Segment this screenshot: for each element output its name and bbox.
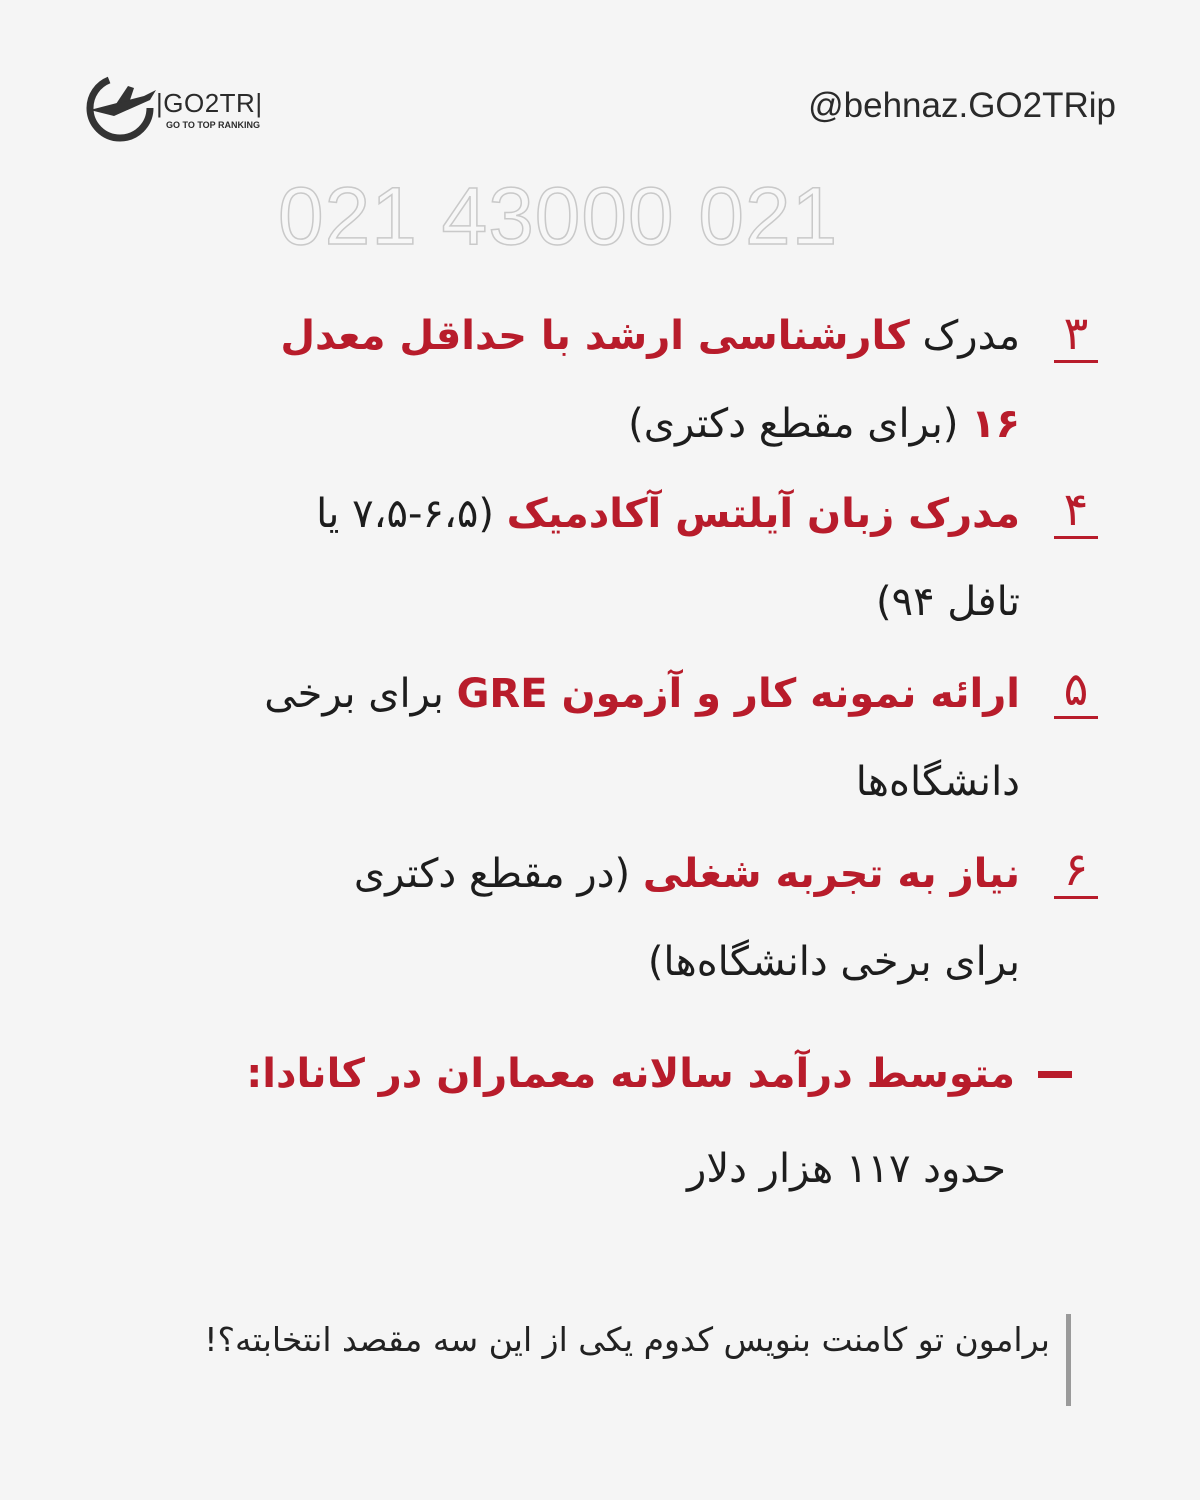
quote-bar xyxy=(1066,1314,1071,1406)
list-item xyxy=(120,292,1020,468)
item-number-4: ۴ xyxy=(1054,482,1098,539)
item-line-2: تافل ۹۴) xyxy=(875,579,1020,625)
item-highlight: ارائه نمونه کار و آزمون GRE xyxy=(456,671,1020,717)
item-line-1 xyxy=(120,830,1020,918)
logo-wordmark: |GO2TR| xyxy=(156,88,263,118)
item-plain-text: (۶،۵-۷،۵ یا xyxy=(316,491,507,537)
item-highlight-2: ۱۶ xyxy=(971,401,1020,447)
dash-bullet xyxy=(1038,1071,1072,1078)
income-value: حدود ۱۱۷ هزار دلار xyxy=(687,1146,1006,1192)
item-number-6: ۶ xyxy=(1054,842,1098,899)
list-item xyxy=(120,830,1020,1006)
item-line-2: برای برخی دانشگاه‌ها) xyxy=(647,939,1020,985)
item-highlight: کارشناسی ارشد با حداقل معدل xyxy=(280,313,910,359)
instagram-handle: @behnaz.GO2TRip xyxy=(808,86,1116,125)
item-line-2 xyxy=(120,380,1020,468)
list-item xyxy=(120,650,1020,826)
item-number-3: ۳ xyxy=(1054,306,1098,363)
item-plain-text: مدرک xyxy=(909,313,1020,359)
income-title: متوسط درآمد سالانه معماران در کانادا: xyxy=(246,1051,1015,1097)
item-highlight: مدرک زبان آیلتس آکادمیک xyxy=(506,491,1020,537)
item-line-1 xyxy=(120,470,1020,558)
item-line-1 xyxy=(120,292,1020,380)
list-item xyxy=(120,470,1020,646)
item-line-2: دانشگاه‌ها xyxy=(855,759,1020,805)
airplane-globe-icon xyxy=(86,70,160,144)
phone-watermark: 021 43000 021 xyxy=(278,171,839,262)
comment-prompt: برامون تو کامنت بنویس کدوم یکی از این سه مقصد انتخابته؟! xyxy=(204,1320,1050,1359)
item-highlight: نیاز به تجربه شغلی xyxy=(642,851,1020,897)
item-plain-text: برای برخی xyxy=(264,671,457,717)
item-line-1 xyxy=(120,650,1020,738)
item-line-2-text: (برای مقطع دکتری) xyxy=(628,401,972,447)
logo-subtitle: GO TO TOP RANKING xyxy=(166,120,261,130)
item-number-5: ۵ xyxy=(1054,662,1098,719)
brand-logo xyxy=(86,70,286,146)
item-plain-text: (در مقطع دکتری xyxy=(353,851,643,897)
